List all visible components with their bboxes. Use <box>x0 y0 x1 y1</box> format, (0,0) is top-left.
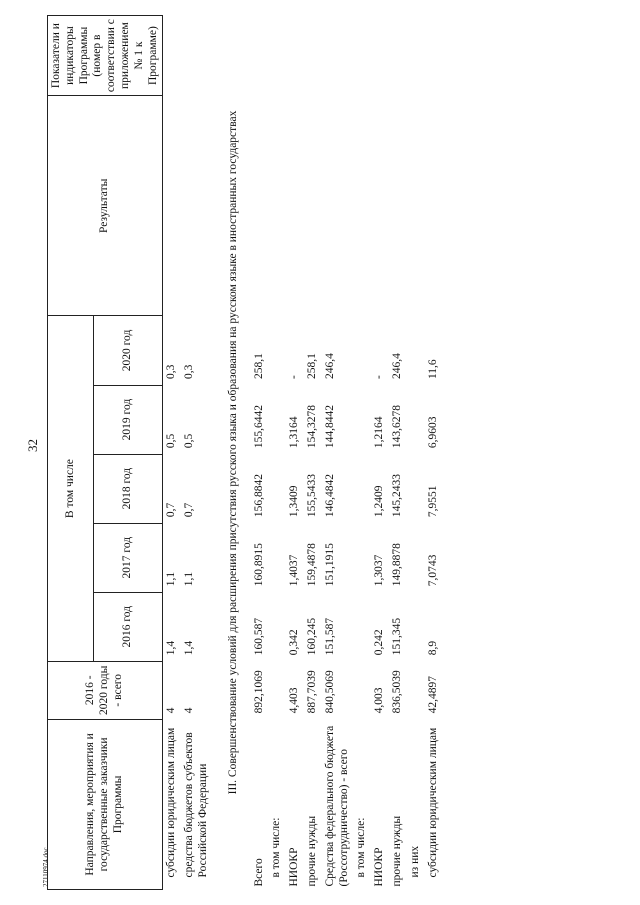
cell-results <box>268 96 286 316</box>
cell-year-value: 155,6442 <box>252 404 265 449</box>
cell-year-value: 146,4842 <box>323 474 336 518</box>
header-year: 2020 год <box>94 316 163 385</box>
cell-total <box>268 661 286 719</box>
cell-indicators <box>425 16 443 96</box>
cell-year-value <box>268 385 286 454</box>
header-total: 2016 - 2020 годы - всего <box>48 661 163 719</box>
cell-year-value: 0,3 <box>165 364 178 380</box>
cell-year-value <box>407 316 425 385</box>
header-year: 2018 год <box>94 454 163 523</box>
cell-indicators <box>251 16 269 96</box>
header-year: 2016 год <box>94 592 163 661</box>
table-header <box>48 16 163 890</box>
cell-year-value: 143,6278 <box>390 404 403 449</box>
cell-year-value: - <box>288 375 301 380</box>
cell-total: 4 <box>165 707 178 714</box>
cell-year-value: 258,1 <box>305 353 318 380</box>
row-label: Средства федерального бюджета (Россотрудничество) - всего <box>323 725 350 887</box>
cell-indicators <box>163 16 181 96</box>
row-label: средства бюджетов субъектов Российской Федерации <box>183 732 209 878</box>
cell-year-value: 0,7 <box>183 502 196 518</box>
cell-year-value <box>407 454 425 523</box>
cell-year-value: 1,1 <box>165 571 178 587</box>
cell-total: 840,5069 <box>323 670 336 714</box>
cell-total <box>353 661 371 719</box>
cell-year-value <box>407 592 425 661</box>
cell-year-value: 1,2409 <box>373 485 386 518</box>
cell-year-value: 160,245 <box>305 617 318 656</box>
table-row <box>181 16 213 890</box>
cell-year-value: 151,345 <box>390 617 403 656</box>
cell-year-value: 246,4 <box>390 353 403 380</box>
cell-total: 836,5039 <box>390 670 403 714</box>
cell-total: 4,403 <box>288 687 301 714</box>
cell-year-value: 246,4 <box>323 353 336 380</box>
header-indicators: Показатели и индикаторы Программы (номер в соответствии с приложением № 1 к Программе) <box>48 16 163 96</box>
cell-year-value <box>268 592 286 661</box>
row-label: Всего <box>252 858 265 887</box>
cell-year-value: 1,3164 <box>288 416 301 449</box>
cell-year-value <box>268 316 286 385</box>
row-label: субсидии юридическим лицам <box>165 727 178 878</box>
program-funding-table <box>47 15 442 890</box>
cell-results <box>251 96 269 316</box>
cell-results <box>304 96 322 316</box>
header-year: 2017 год <box>94 523 163 592</box>
row-label: НИОКР <box>288 847 301 887</box>
cell-year-value: 0,3 <box>183 364 196 380</box>
cell-indicators <box>407 16 425 96</box>
cell-year-value: 156,8842 <box>252 474 265 518</box>
cell-year-value <box>268 523 286 592</box>
cell-year-value: 1,4 <box>165 640 178 656</box>
cell-year-value: 11,6 <box>426 359 439 380</box>
cell-total <box>407 661 425 719</box>
header-year: 2019 год <box>94 385 163 454</box>
header-direction: Направления, мероприятия и государственные заказчики Программы <box>48 719 163 889</box>
cell-results <box>181 96 213 316</box>
row-label: субсидии юридическим лицам <box>426 727 439 878</box>
cell-year-value <box>407 385 425 454</box>
cell-year-value: 1,1 <box>183 571 196 587</box>
section-block <box>213 16 251 890</box>
cell-total: 4 <box>183 707 196 714</box>
row-label: из них <box>408 845 421 878</box>
table-row <box>322 16 354 890</box>
table-row <box>407 16 425 890</box>
cell-total: 892,1069 <box>252 670 265 714</box>
cell-results <box>163 96 181 316</box>
cell-year-value: 144,8442 <box>323 404 336 449</box>
cell-results <box>322 96 354 316</box>
table-row <box>163 16 181 890</box>
cell-indicators <box>304 16 322 96</box>
cell-total: 887,7039 <box>305 670 318 714</box>
table-row <box>353 16 371 890</box>
cell-year-value: 7,9551 <box>426 485 439 518</box>
cell-year-value: 6,9603 <box>426 416 439 449</box>
row-label: прочие нужды <box>390 815 403 887</box>
document-code: 27110974.doc <box>42 847 50 887</box>
cell-year-value: 151,1915 <box>323 543 336 587</box>
row-label: НИОКР <box>373 847 386 887</box>
cell-total: 42,4897 <box>426 675 439 714</box>
cell-year-value: 159,4878 <box>305 543 318 587</box>
cell-indicators <box>181 16 213 96</box>
cell-year-value: 1,2164 <box>373 416 386 449</box>
table-body-bottom <box>251 16 443 890</box>
table-body-top <box>163 16 213 890</box>
cell-year-value: 151,587 <box>323 617 336 656</box>
cell-year-value: 160,587 <box>252 617 265 656</box>
cell-indicators <box>371 16 389 96</box>
cell-year-value: 0,7 <box>165 502 178 518</box>
cell-year-value: 154,3278 <box>305 404 318 449</box>
cell-year-value: 149,8878 <box>390 543 403 587</box>
cell-year-value: 258,1 <box>252 353 265 380</box>
cell-year-value: 155,5433 <box>305 474 318 518</box>
cell-year-value: 0,342 <box>288 629 301 656</box>
section-title: III. Совершенствование условий для расширения присутствия русского языка и образования на русском языке в иностранных государствах <box>226 110 239 795</box>
cell-year-value: 0,242 <box>373 629 386 656</box>
page-number: 32 <box>25 439 40 452</box>
cell-year-value: 0,5 <box>165 433 178 449</box>
cell-results <box>425 96 443 316</box>
cell-year-value: 8,9 <box>426 640 439 656</box>
cell-indicators <box>353 16 371 96</box>
cell-year-value: 160,8915 <box>252 543 265 587</box>
cell-year-value: 1,4037 <box>288 554 301 587</box>
rotated-table-container <box>47 15 607 890</box>
cell-year-value <box>353 454 371 523</box>
cell-year-value <box>407 523 425 592</box>
cell-results <box>407 96 425 316</box>
table-row <box>251 16 269 890</box>
header-including: В том числе <box>48 316 94 661</box>
cell-year-value: 1,3037 <box>373 554 386 587</box>
row-label: прочие нужды <box>305 815 318 887</box>
table-row <box>304 16 322 890</box>
cell-year-value <box>353 523 371 592</box>
row-label: в том числе: <box>355 817 368 878</box>
cell-year-value: 7,0743 <box>426 554 439 587</box>
table-row <box>268 16 286 890</box>
cell-indicators <box>389 16 407 96</box>
cell-results <box>286 96 304 316</box>
table-row <box>371 16 389 890</box>
table-row <box>425 16 443 890</box>
cell-year-value: 1,4 <box>183 640 196 656</box>
cell-year-value <box>353 592 371 661</box>
row-label: в том числе: <box>270 817 283 878</box>
table-row <box>389 16 407 890</box>
cell-results <box>371 96 389 316</box>
cell-total: 4,003 <box>373 687 386 714</box>
cell-year-value <box>353 316 371 385</box>
header-results: Результаты <box>48 96 163 316</box>
cell-results <box>353 96 371 316</box>
cell-results <box>389 96 407 316</box>
table-row <box>286 16 304 890</box>
cell-year-value <box>268 454 286 523</box>
cell-year-value: 1,3409 <box>288 485 301 518</box>
cell-indicators <box>268 16 286 96</box>
cell-year-value: 145,2433 <box>390 474 403 518</box>
cell-year-value: - <box>373 375 386 380</box>
cell-year-value <box>353 385 371 454</box>
cell-indicators <box>322 16 354 96</box>
cell-year-value: 0,5 <box>183 433 196 449</box>
cell-indicators <box>286 16 304 96</box>
